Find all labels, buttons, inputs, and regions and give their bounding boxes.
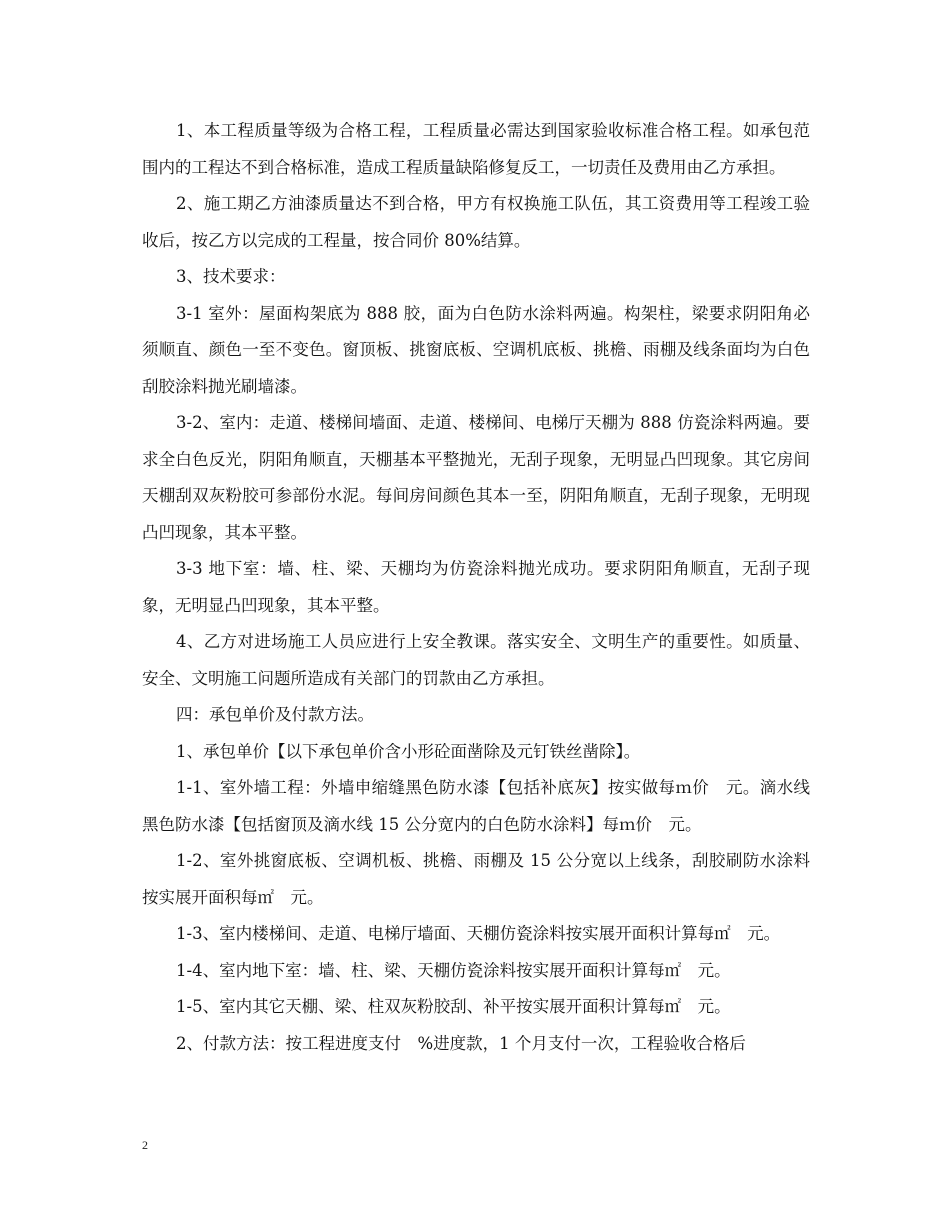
document-body xyxy=(142,113,810,1062)
paragraph-payment-method: 2、付款方法：按工程进度支付 %进度款，1 个月支付一次，工程验收合格后 xyxy=(176,1033,746,1053)
paragraph-price-1-2: 1-2、室外挑窗底板、空调机板、挑檐、雨棚及 15 公分宽以上线条，刮胶刷防水涂料按实展开面积每㎡ 元。 xyxy=(142,851,810,907)
paragraph-price-1-5: 1-5、室内其它天棚、梁、柱双灰粉胶刮、补平按实展开面积计算每㎡ 元。 xyxy=(176,997,731,1016)
paragraph-basement: 3-3 地下室：墙、柱、梁、天棚均为仿瓷涂料抛光成功。要求阴阳角顺直，无刮子现象，无明显凸凹现象，其本平整。 xyxy=(142,559,810,615)
paragraph-price-1-3: 1-3、室内楼梯间、走道、电梯厅墙面、天棚仿瓷涂料按实展开面积计算每㎡ 元。 xyxy=(176,924,781,943)
paragraph-paint-quality: 2、施工期乙方油漆质量达不到合格，甲方有权换施工队伍，其工资费用等工程竣工验收后，按乙方以完成的工程量，按合同价 80%结算。 xyxy=(142,194,810,250)
paragraph-section-four: 四：承包单价及付款方法。 xyxy=(176,705,374,724)
paragraph-price-1-4: 1-4、室内地下室：墙、柱、梁、天棚仿瓷涂料按实展开面积计算每㎡ 元。 xyxy=(176,960,731,980)
paragraph-price-1-1: 1-1、室外墙工程：外墙申缩缝黑色防水漆【包括补底灰】按实做每ｍ价 元。滴水线黑色防水漆【包括窗顶及滴水线 15 公分宽内的白色防水涂料】每ｍ价 元。 xyxy=(142,778,810,834)
paragraph-quality-grade: 1、本工程质量等级为合格工程，工程质量必需达到国家验收标准合格工程。如承包范围内的工程达不到合格标准，造成工程质量缺陷修复反工，一切责任及费用由乙方承担。 xyxy=(142,121,810,177)
paragraph-technical-requirements: 3、技术要求： xyxy=(176,267,286,286)
paragraph-safety: 4、乙方对进场施工人员应进行上安全教课。落实安全、文明生产的重要性。如质量、安全、文明施工问题所造成有关部门的罚款由乙方承担。 xyxy=(142,632,810,688)
paragraph-outdoor: 3-1 室外：屋面构架底为 888 胶，面为白色防水涂料两遍。构架柱，梁要求阴阳角必须顺直、颜色一至不变色。窗顶板、挑窗底板、空调机底板、挑檐、雨棚及线条面均为白色刮胶涂料抛光刷墙漆。 xyxy=(142,303,810,396)
page-number: 2 xyxy=(142,1138,148,1152)
paragraph-unit-price: 1、承包单价【以下承包单价含小形砼面凿除及元钉铁丝凿除】。 xyxy=(176,741,641,761)
paragraph-indoor: 3-2、室内：走道、楼梯间墙面、走道、楼梯间、电梯厅天棚为 888 仿瓷涂料两遍。要求全白色反光，阴阳角顺直，天棚基本平整抛光，无刮子现象，无明显凸凹现象。其它房间天棚刮双灰粉胶可参部份水泥。每间房间颜色其本一至，阴阳角顺直，无刮子现象，无明现凸凹现象，其本平整。 xyxy=(142,413,810,542)
